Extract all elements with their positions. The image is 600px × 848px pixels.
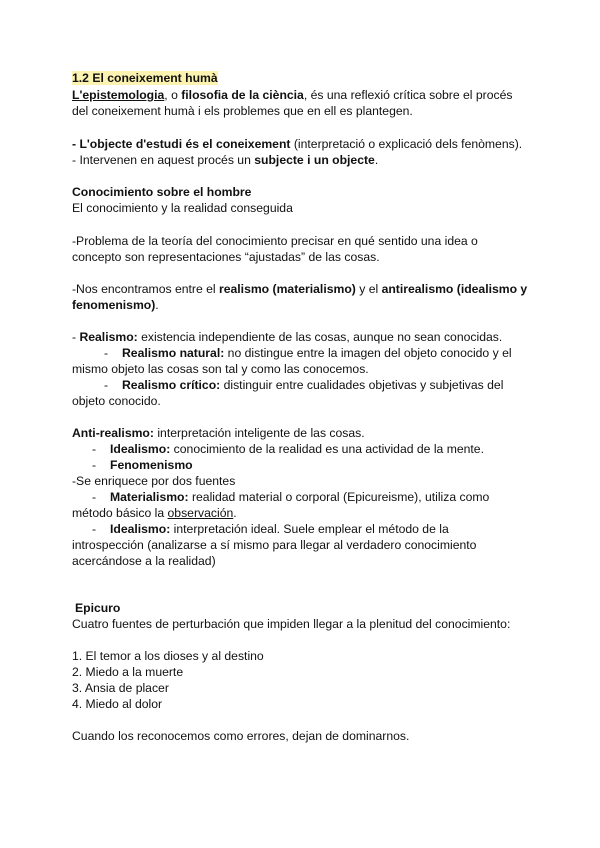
idealismo-dash: - <box>91 442 96 456</box>
realismo-critico-label: Realismo crítico: <box>122 378 221 392</box>
materialismo-l2-start: método básico la <box>72 506 168 520</box>
antirealismo-label: Anti-realismo: <box>72 426 154 440</box>
idealismo2-line-2: introspección (analizarse a sí mismo para llegar al verdadero conocimiento <box>72 538 477 552</box>
antirealismo-line <box>72 425 365 441</box>
fenomenismo-dash: - <box>91 458 96 472</box>
realismo-natural-text: no distingue entre la imagen del objeto conocido y el <box>224 346 512 360</box>
realismo-label: Realismo: <box>79 330 138 344</box>
observacion-link[interactable]: observación <box>167 506 234 520</box>
materialismo-line-2 <box>72 505 237 521</box>
problema-line-2: concepto son representaciones “ajustadas” de las cosas. <box>72 250 380 264</box>
nos-mid: y el <box>355 282 382 296</box>
intro-line-1 <box>72 87 512 103</box>
realismo-line <box>72 329 502 345</box>
point-objecte <box>72 136 522 152</box>
nos-line-2 <box>72 297 159 313</box>
intro-rest: , és una reflexió crítica sobre el procés <box>303 88 513 102</box>
idealismo2-line-3: acercándose a la realidad) <box>72 554 216 568</box>
materialismo-line <box>72 489 489 505</box>
realismo-text: existencia independiente de las cosas, aunque no sean conocidas. <box>137 330 503 344</box>
term-epistemologia: L'epistemologia <box>72 88 165 102</box>
materialismo-l2-end: . <box>233 506 237 520</box>
epicuro-closing: Cuando los reconocemos como errores, dejan de dominarnos. <box>72 729 410 743</box>
list-item: 1. El temor a los dioses y al destino <box>72 649 264 663</box>
realismo-critico-text: distinguir entre cualidades objetivas y subjetivas del <box>220 378 504 392</box>
sub-conocimiento: El conocimiento y la realidad conseguida <box>72 201 293 215</box>
realismo-critico-dash: - <box>103 378 108 392</box>
realismo-natural-label: Realismo natural: <box>122 346 225 360</box>
idealismo2-line <box>72 521 449 537</box>
realismo-critico-line-2: objeto conocido. <box>72 394 161 408</box>
section-title <box>72 70 218 86</box>
idealismo2-label: Idealismo: <box>110 522 171 536</box>
heading-epicuro: Epicuro <box>75 601 121 615</box>
nos-antirealismo: antirealismo (idealismo y <box>381 282 528 296</box>
fenomenismo-line <box>72 457 193 473</box>
idealismo2-text: interpretación ideal. Suele emplear el método de la <box>170 522 449 536</box>
nos-fenomenismo: fenomenismo) <box>72 298 156 312</box>
realismo-dash: - <box>72 330 80 344</box>
intro-line-2: del coneixement humà i els problemes que en ell es plantegen. <box>72 104 413 118</box>
epicuro-intro: Cuatro fuentes de perturbación que impiden llegar a la plenitud del conocimiento: <box>72 617 511 631</box>
materialismo-text: realidad material o corporal (Epicureisme), utiliza como <box>188 490 490 504</box>
enriquece-line: -Se enriquece por dos fuentes <box>72 474 236 488</box>
materialismo-dash: - <box>91 490 96 504</box>
realismo-natural-line <box>72 345 512 361</box>
list-item: 4. Miedo al dolor <box>72 697 163 711</box>
heading-conocimiento: Conocimiento sobre el hombre <box>72 185 252 199</box>
idealismo-label: Idealismo: <box>110 442 171 456</box>
realismo-natural-line-2: mismo objeto las cosas son tal y como las conocemos. <box>72 362 369 376</box>
nos-line-1 <box>72 281 527 297</box>
nos-start: -Nos encontramos entre el <box>72 282 219 296</box>
point-intervenen-end: . <box>374 153 379 167</box>
intro-sep: , o <box>164 88 182 102</box>
problema-line-1: -Problema de la teoría del conocimiento precisar en qué sentido una idea o <box>72 234 478 248</box>
point-objecte-rest: (interpretació o explicació dels fenòmens). <box>290 137 523 151</box>
point-intervenen <box>72 152 378 168</box>
realismo-critico-line <box>72 377 503 393</box>
antirealismo-text: interpretación inteligente de las cosas. <box>153 426 365 440</box>
idealismo2-dash: - <box>91 522 96 536</box>
list-item: 3. Ansia de placer <box>72 681 169 695</box>
fenomenismo-label: Fenomenismo <box>110 458 193 472</box>
nos-realismo: realismo (materialismo) <box>219 282 356 296</box>
point-objecte-bold: - L'objecte d'estudi és el coneixement <box>72 137 291 151</box>
term-filosofia: filosofia de la ciència <box>181 88 304 102</box>
materialismo-label: Materialismo: <box>110 490 189 504</box>
idealismo-text: conocimiento de la realidad es una actividad de la mente. <box>170 442 484 456</box>
realismo-natural-dash: - <box>103 346 108 360</box>
section-title-text: 1.2 El coneixement humà <box>72 71 218 85</box>
nos-end: . <box>155 298 159 312</box>
point-intervenen-start: - Intervenen en aquest procés un <box>72 153 255 167</box>
point-intervenen-bold: subjecte i un objecte <box>254 153 375 167</box>
list-item: 2. Miedo a la muerte <box>72 665 184 679</box>
idealismo-line <box>72 441 484 457</box>
